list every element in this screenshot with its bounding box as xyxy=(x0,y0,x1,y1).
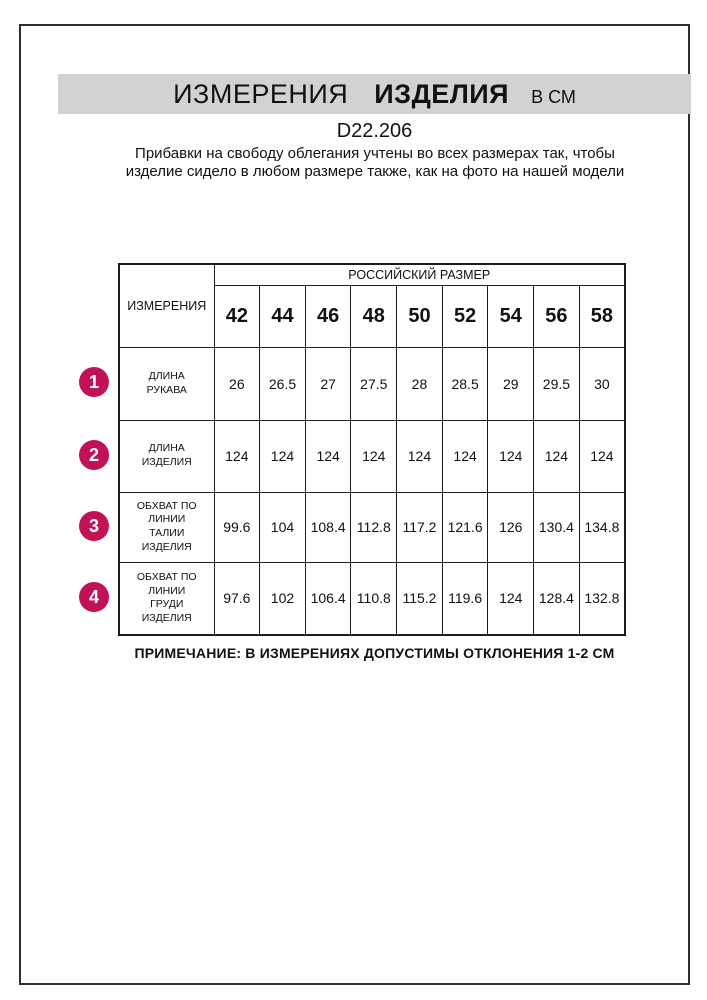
measurement-label: ОБХВАТ ПО ЛИНИИ ГРУДИ ИЗДЕЛИЯ xyxy=(119,562,214,635)
measurement-value: 124 xyxy=(214,420,260,492)
measurement-value: 124 xyxy=(351,420,397,492)
size-table xyxy=(118,263,626,636)
measurement-value: 119.6 xyxy=(442,562,488,635)
size-header: 58 xyxy=(579,285,625,347)
measurement-value: 121.6 xyxy=(442,492,488,562)
measurement-value: 28 xyxy=(397,347,443,420)
table-row-sleeve-length xyxy=(119,347,625,420)
title-unit: В СМ xyxy=(531,87,576,107)
row-number-badge-2: 2 xyxy=(79,440,109,470)
measurement-value: 110.8 xyxy=(351,562,397,635)
table-corner-header: ИЗМЕРЕНИЯ xyxy=(119,264,214,347)
measurement-value: 117.2 xyxy=(397,492,443,562)
measurement-value: 124 xyxy=(305,420,351,492)
measurement-value: 124 xyxy=(579,420,625,492)
measurement-value: 112.8 xyxy=(351,492,397,562)
size-header: 44 xyxy=(260,285,306,347)
size-header: 52 xyxy=(442,285,488,347)
size-header: 48 xyxy=(351,285,397,347)
table-row-waist-girth xyxy=(119,492,625,562)
measurement-value: 108.4 xyxy=(305,492,351,562)
measurement-value: 104 xyxy=(260,492,306,562)
measurement-value: 124 xyxy=(534,420,580,492)
size-header: 46 xyxy=(305,285,351,347)
title-measurements: ИЗМЕРЕНИЯ xyxy=(173,79,349,109)
title-bar xyxy=(58,74,691,114)
measurement-value: 128.4 xyxy=(534,562,580,635)
title-product: ИЗДЕЛИЯ xyxy=(374,79,510,109)
size-header: 56 xyxy=(534,285,580,347)
measurement-value: 26 xyxy=(214,347,260,420)
measurement-value: 130.4 xyxy=(534,492,580,562)
measurement-label: ОБХВАТ ПО ЛИНИИ ТАЛИИ ИЗДЕЛИЯ xyxy=(119,492,214,562)
table-row-item-length xyxy=(119,420,625,492)
fit-description: Прибавки на свободу облегания учтены во всех размерах так, чтобы изделие сидело в любом размере также, как на фото на нашей модели xyxy=(125,145,625,180)
measurement-value: 30 xyxy=(579,347,625,420)
measurement-value: 99.6 xyxy=(214,492,260,562)
model-code: D22.206 xyxy=(336,120,413,142)
table-group-header-row xyxy=(119,264,625,285)
size-header: 50 xyxy=(397,285,443,347)
measurement-value: 124 xyxy=(260,420,306,492)
measurement-value: 29 xyxy=(488,347,534,420)
measurement-value: 27 xyxy=(305,347,351,420)
measurement-value: 124 xyxy=(397,420,443,492)
measurement-value: 102 xyxy=(260,562,306,635)
measurement-value: 97.6 xyxy=(214,562,260,635)
measurement-value: 134.8 xyxy=(579,492,625,562)
measurement-value: 124 xyxy=(488,562,534,635)
measurement-value: 29.5 xyxy=(534,347,580,420)
measurement-value: 106.4 xyxy=(305,562,351,635)
measurement-value: 27.5 xyxy=(351,347,397,420)
table-row-chest-girth xyxy=(119,562,625,635)
size-header: 54 xyxy=(488,285,534,347)
measurement-value: 124 xyxy=(488,420,534,492)
measurement-label: ДЛИНА РУКАВА xyxy=(119,347,214,420)
measurement-value: 26.5 xyxy=(260,347,306,420)
row-number-badge-3: 3 xyxy=(79,511,109,541)
measurement-value: 115.2 xyxy=(397,562,443,635)
tolerance-note: ПРИМЕЧАНИЕ: В ИЗМЕРЕНИЯХ ДОПУСТИМЫ ОТКЛОНЕНИЯ 1-2 СМ xyxy=(134,645,615,661)
measurement-value: 132.8 xyxy=(579,562,625,635)
page-border-frame xyxy=(19,24,690,985)
size-header: 42 xyxy=(214,285,260,347)
measurement-value: 124 xyxy=(442,420,488,492)
measurement-label: ДЛИНА ИЗДЕЛИЯ xyxy=(119,420,214,492)
measurement-value: 28.5 xyxy=(442,347,488,420)
row-number-badge-1: 1 xyxy=(79,367,109,397)
size-group-header: РОССИЙСКИЙ РАЗМЕР xyxy=(214,264,625,285)
measurement-value: 126 xyxy=(488,492,534,562)
row-number-badge-4: 4 xyxy=(79,582,109,612)
